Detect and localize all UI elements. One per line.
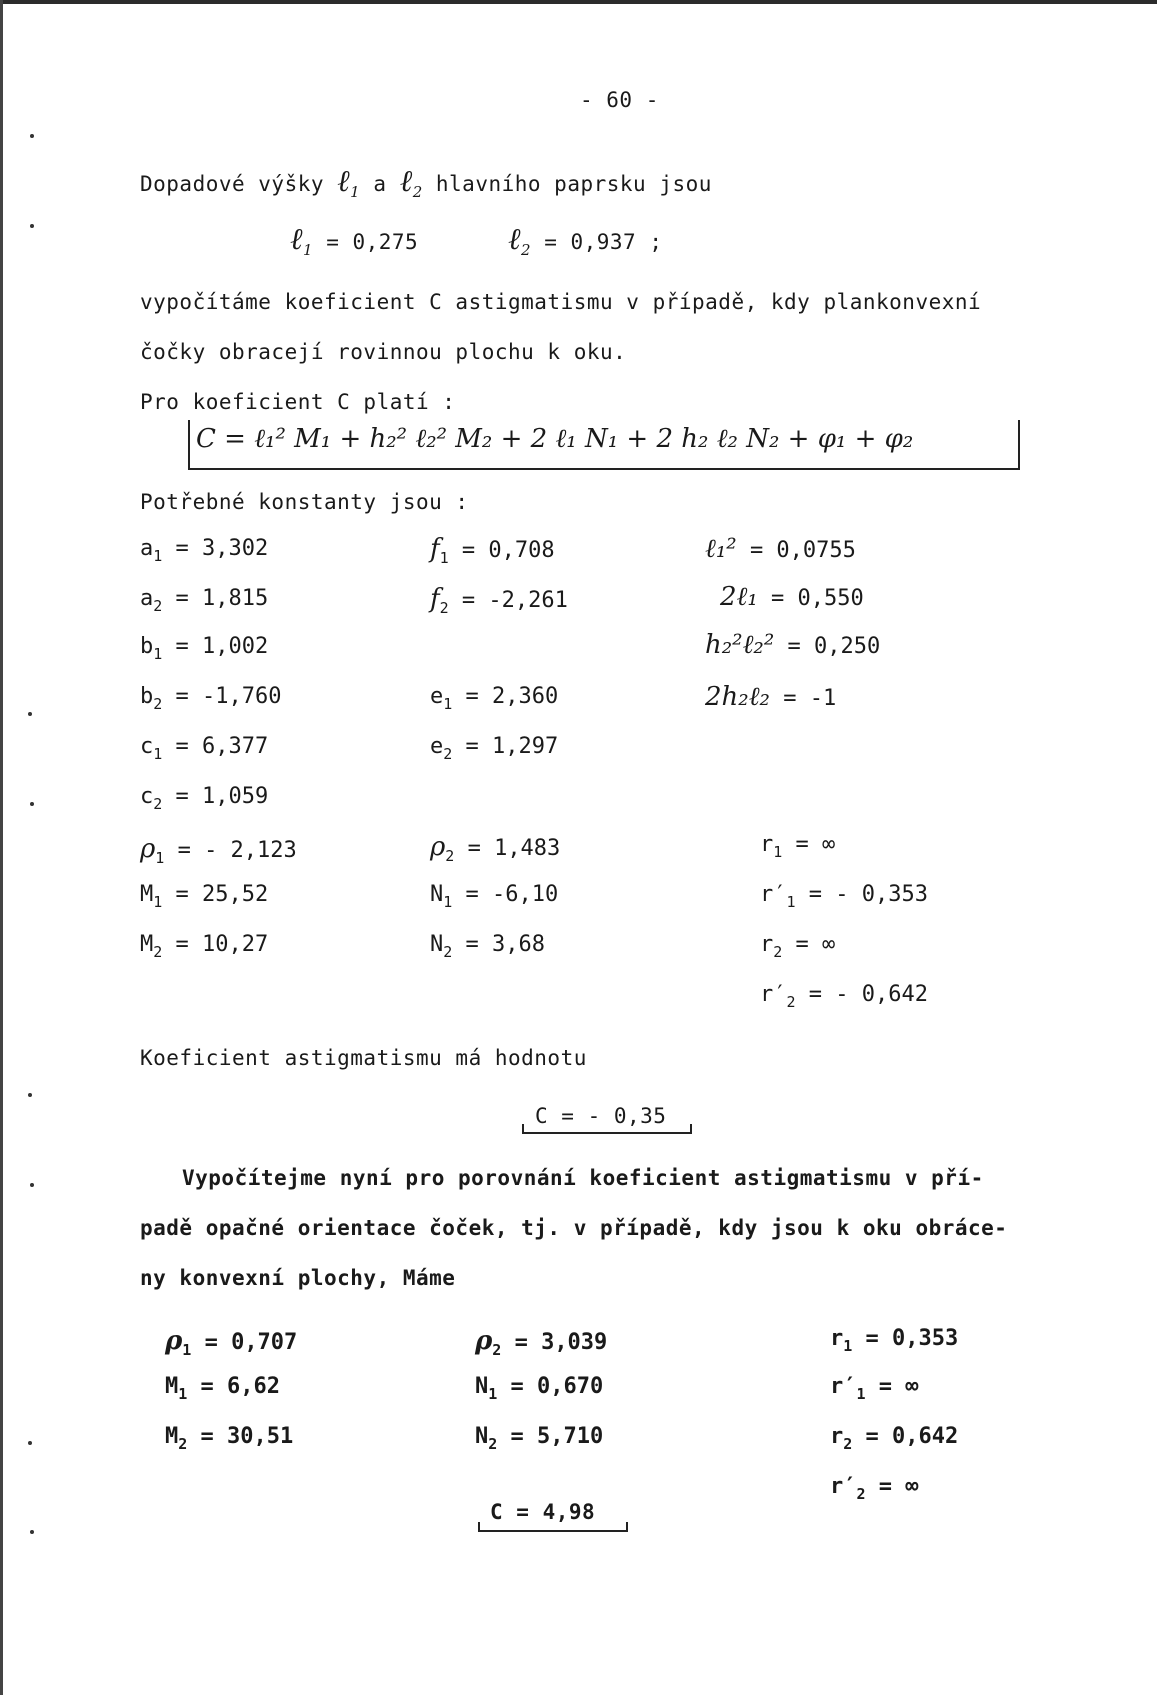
const-c2: $c_2 = 1,059$: [140, 784, 269, 813]
const-a2: $a_2 = 1,815$: [140, 586, 269, 615]
margin-speck: [30, 224, 34, 228]
set2-N2: $N_2 = 5,710$: [475, 1424, 604, 1453]
set2-r1: $r_1 = 0,353$: [830, 1326, 959, 1355]
paragraph2-line3: ny konvexní plochy, Máme: [140, 1266, 456, 1290]
margin-speck: [30, 1530, 34, 1534]
scan-top-edge: [0, 0, 1157, 4]
result1-value: C = - 0,35: [535, 1104, 667, 1128]
set2-rho2: $\rho_2 = 3,039$: [475, 1326, 608, 1359]
const-f2: $f_2 = -2,261$: [430, 584, 568, 617]
paragraph1-line2: čočky obracejí rovinnou plochu k oku.: [140, 340, 627, 364]
const-b2: $b_2 = -1,760$: [140, 684, 282, 713]
const-a1: $a_1 = 3,302$: [140, 536, 269, 565]
set2-rho1: $\rho_1 = 0,707$: [165, 1326, 298, 1359]
margin-speck: [28, 1093, 32, 1097]
const-f1: $f_1 = 0,708$: [430, 534, 555, 567]
result1-underline: [522, 1132, 692, 1134]
result1-underline-tick: [690, 1124, 692, 1134]
set2-r1-prime: $r'_1$ = ∞: [830, 1374, 919, 1403]
constants-heading: Potřebné konstanty jsou :: [140, 490, 469, 514]
result2-underline-tick: [626, 1522, 628, 1532]
margin-speck: [28, 1441, 32, 1445]
const-M2: $M_2 = 10,27$: [140, 932, 269, 961]
result1-text: Koeficient astigmatismu má hodnotu: [140, 1046, 587, 1070]
paragraph2-line2: padě opačné orientace čoček, tj. v případě, kdy jsou k oku obráce-: [140, 1216, 1008, 1240]
set2-M1: $M_1 = 6,62$: [165, 1374, 281, 1403]
paragraph1-line1: vypočítáme koeficient C astigmatismu v případě, kdy plankonvexní: [140, 290, 982, 314]
const-r2-prime: $r'_2$ = - 0,642: [760, 982, 928, 1011]
const-N1: $N_1 = -6,10$: [430, 882, 559, 911]
equation-l2: ℓ$_2$ = 0,937 ;: [508, 222, 663, 259]
const-h2l2-squared: h₂²ℓ₂² = 0,250: [705, 630, 881, 660]
result2-underline-tick: [478, 1522, 480, 1532]
const-c1: $c_1 = 6,377$: [140, 734, 269, 763]
intro-text-pre: Dopadové výšky: [140, 172, 325, 196]
paragraph2-line1: Vypočítejme nyní pro porovnání koeficient astigmatismu v pří-: [182, 1166, 984, 1190]
const-e2: $e_2 = 1,297$: [430, 734, 559, 763]
intro-conj: a: [373, 172, 387, 196]
margin-speck: [30, 134, 34, 138]
const-rho1: $\rho_1$ = - 2,123: [140, 834, 297, 867]
intro-text-post: hlavního paprsku jsou: [435, 172, 712, 196]
margin-speck: [30, 1183, 34, 1187]
margin-speck: [28, 712, 32, 716]
const-2h2l2: 2h₂ℓ₂ = -1: [705, 682, 837, 712]
const-e1: $e_1 = 2,360$: [430, 684, 559, 713]
const-r1: $r_1$ = ∞: [760, 832, 836, 861]
scan-left-edge: [0, 0, 3, 1695]
const-b1: $b_1 = 1,002$: [140, 634, 269, 663]
equation-l1: ℓ$_1$ = 0,275: [290, 222, 419, 259]
result1-underline-tick: [522, 1124, 524, 1134]
const-rho2: $\rho_2 = 1,483$: [430, 832, 561, 865]
const-M1: $M_1 = 25,52$: [140, 882, 269, 911]
const-2l1: 2ℓ₁ = 0,550: [720, 582, 864, 612]
formula: C = ℓ₁² M₁ + h₂² ℓ₂² M₂ + 2 ℓ₁ N₁ + 2 h₂ ℓ₂ N₂ + φ₁ + φ₂: [196, 424, 914, 454]
set2-N1: $N_1 = 0,670$: [475, 1374, 604, 1403]
set2-r2-prime: $r'_2$ = ∞: [830, 1474, 919, 1503]
set2-M2: $M_2 = 30,51$: [165, 1424, 294, 1453]
const-l1-squared: ℓ₁² = 0,0755: [705, 534, 856, 564]
intro-line: [140, 164, 712, 201]
const-r2: $r_2$ = ∞: [760, 932, 836, 961]
symbol-l2: ℓ$_2$: [399, 164, 423, 201]
result2-value: C = 4,98: [490, 1500, 596, 1524]
set2-r2: $r_2 = 0,642$: [830, 1424, 959, 1453]
symbol-l1: ℓ$_1$: [337, 164, 361, 201]
const-r1-prime: $r'_1$ = - 0,353: [760, 882, 928, 911]
paragraph1-line3: Pro koeficient C platí :: [140, 390, 456, 414]
margin-speck: [30, 802, 34, 806]
const-N2: $N_2 = 3,68$: [430, 932, 546, 961]
page-number: - 60 -: [580, 88, 659, 112]
result2-underline: [478, 1530, 628, 1532]
